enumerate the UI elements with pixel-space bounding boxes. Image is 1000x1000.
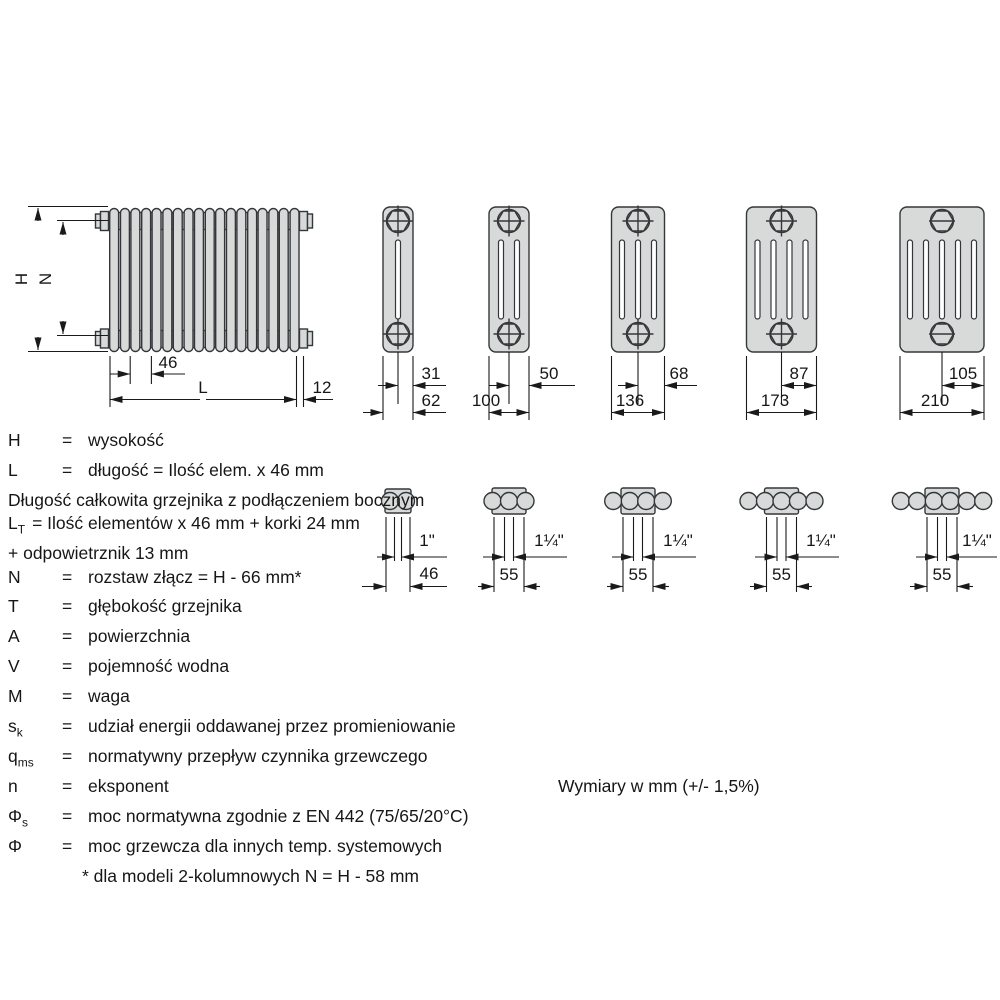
- top-view-6col: [892, 488, 997, 592]
- full-width-label: 136: [615, 391, 645, 410]
- half-width-label: 105: [948, 364, 978, 383]
- legend-row: A = powierzchnia: [8, 626, 191, 647]
- half-width-label: 50: [539, 364, 559, 383]
- legend-row: $L_T$ = Ilość elementów x 46 mm + korki 24 mm: [8, 513, 360, 537]
- legend-row: N = rozstaw złącz = H - 66 mm*: [8, 566, 302, 587]
- pitch-dim-label: N: [36, 272, 55, 286]
- top-view-5col: [740, 488, 839, 592]
- connection-size-label: 1¼": [663, 531, 693, 550]
- units-note: Wymiary w mm (+/- 1,5%): [558, 776, 760, 796]
- legend-row: $\Phi_s$ = moc normatywna zgodnie z EN 442 (75/65/20°C): [8, 805, 469, 830]
- connection-size-label: 1¼": [962, 531, 992, 550]
- legend-row: T = głębokość grzejnika: [8, 596, 242, 617]
- element-width-label: 55: [628, 565, 648, 584]
- half-width-label: 68: [669, 364, 689, 383]
- legend-row: M = waga: [8, 686, 130, 707]
- element-width-label: 46: [419, 564, 439, 583]
- legend-row: H = wysokość: [8, 430, 164, 450]
- legend-row: V = pojemność wodna: [8, 656, 230, 677]
- full-width-label: 210: [920, 391, 950, 410]
- half-width-label: 31: [421, 364, 441, 383]
- connection-size-label: 1¼": [806, 531, 836, 550]
- element-width-label: 55: [932, 565, 952, 584]
- legend-row: $s_k$ = udział energii oddawanej przez promieniowanie: [8, 716, 456, 740]
- element-pitch-label: 46: [158, 353, 178, 372]
- element-width-label: 55: [772, 565, 791, 584]
- cross-section-3col: [472, 206, 575, 421]
- cross-section-4col: [612, 206, 698, 421]
- legend-row: + odpowietrznik 13 mm: [8, 543, 189, 564]
- full-width-label: 173: [760, 391, 790, 410]
- cross-section-5col: [747, 206, 817, 421]
- full-width-label: 100: [471, 391, 501, 410]
- radiator-front-view: [12, 207, 333, 408]
- length-label: L: [198, 378, 208, 397]
- top-view-4col: [605, 488, 696, 592]
- connection-size-label: 1¼": [534, 531, 564, 550]
- cross-section-2col: [363, 206, 446, 421]
- symbol-legend: [8, 429, 498, 888]
- half-width-label: 87: [789, 364, 809, 383]
- height-dim-label: H: [12, 272, 31, 286]
- connection-size-label: 1": [419, 531, 435, 550]
- legend-row: $q_{ms}$ = normatywny przepływ czynnika grzewczego: [8, 745, 428, 770]
- legend-row: Φ = moc grzewcza dla innych temp. systemowych: [8, 835, 443, 856]
- side-connection-label: 12: [312, 378, 332, 397]
- cross-section-6col: [900, 207, 984, 420]
- legend-row: n = eksponent: [8, 775, 169, 796]
- full-width-label: 62: [421, 391, 441, 410]
- legend-row: Długość całkowita grzejnika z podłączeniem bocznym: [8, 489, 425, 510]
- legend-row: L = długość = Ilość elem. x 46 mm: [8, 459, 324, 480]
- legend-footnote: * dla modeli 2-kolumnowych N = H - 58 mm: [82, 865, 419, 886]
- element-width-label: 55: [499, 565, 519, 584]
